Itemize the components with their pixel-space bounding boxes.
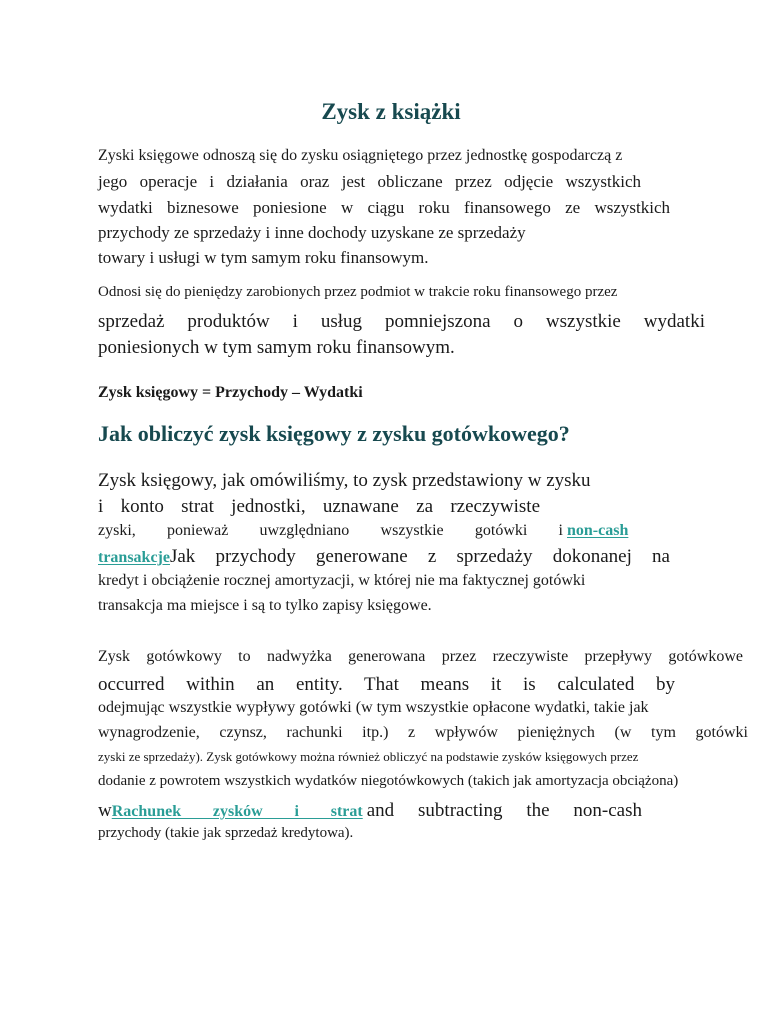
paragraph-3-line-4 xyxy=(98,547,670,566)
paragraph-3-line-1: Zysk księgowy, jak omówiliśmy, to zysk przedstawiony w zysku xyxy=(98,470,591,491)
paragraph-3-line-3-text: zyski, ponieważ uwzględniano wszystkie gotówki i xyxy=(98,522,563,539)
paragraph-3-line-2: i konto strat jednostki, uznawane za rzeczywiste xyxy=(98,496,540,517)
paragraph-1-line-2: jego operacje i działania oraz jest obliczane przez odjęcie wszystkich xyxy=(98,172,641,191)
paragraph-4-line-1: Zysk gotówkowy to nadwyżka generowana przez rzeczywiste przepływy gotówkowe xyxy=(98,648,743,665)
paragraph-4-line-5: zyski ze sprzedaży). Zysk gotówkowy można również obliczyć na podstawie zysków księgowych przez xyxy=(98,749,639,764)
paragraph-2-line-1: Odnosi się do pieniędzy zarobionych przez podmiot w trakcie roku finansowego przez xyxy=(98,284,618,300)
page-title: Zysk z książki xyxy=(321,99,461,124)
paragraph-3-line-5: kredyt i obciążenie rocznej amortyzacji, w której nie ma faktycznej gotówki xyxy=(98,572,586,589)
formula: Zysk księgowy = Przychody – Wydatki xyxy=(98,384,363,401)
paragraph-3-line-4-text: Jak przychody generowane z sprzedaży dokonanej na xyxy=(169,546,670,567)
paragraph-4-line-6: dodanie z powrotem wszystkich wydatków niegotówkowych (takich jak amortyzacja obciążona) xyxy=(98,773,679,789)
paragraph-4-line-7 xyxy=(98,801,642,820)
paragraph-4-line-3: odejmując wszystkie wypływy gotówki (w tym wszystkie opłacone wydatki, takie jak xyxy=(98,699,649,716)
section-heading: Jak obliczyć zysk księgowy z zysku gotówkowego? xyxy=(98,421,570,446)
profit-and-loss-link[interactable]: Rachunek zysków i strat xyxy=(111,803,363,820)
non-cash-link-part-2[interactable]: transakcje xyxy=(98,549,170,566)
paragraph-1-line-3: wydatki biznesowe poniesione w ciągu roku finansowego ze wszystkich xyxy=(98,198,670,217)
paragraph-4-line-8: przychody (takie jak sprzedaż kredytowa). xyxy=(98,825,354,841)
paragraph-4-line-7-prefix: w xyxy=(98,800,112,821)
paragraph-4-line-7-suffix: and subtracting the non-cash xyxy=(366,800,642,821)
paragraph-3-line-3 xyxy=(98,523,680,539)
paragraph-3-line-6: transakcja ma miejsce i są to tylko zapisy księgowe. xyxy=(98,597,432,614)
paragraph-2-line-3: poniesionych w tym samym roku finansowym. xyxy=(98,337,455,358)
paragraph-1-line-1: Zyski księgowe odnoszą się do zysku osiągniętego przez jednostkę gospodarczą z xyxy=(98,147,623,164)
paragraph-1-line-5: towary i usługi w tym samym roku finansowym. xyxy=(98,248,429,267)
paragraph-4-line-4: wynagrodzenie, czynsz, rachunki itp.) z wpływów pieniężnych (w tym gotówki xyxy=(98,724,748,741)
non-cash-link-part-1[interactable]: non-cash xyxy=(567,522,629,539)
paragraph-2-line-2: sprzedaż produktów i usług pomniejszona o wszystkie wydatki xyxy=(98,311,705,332)
paragraph-1-line-4: przychody ze sprzedaży i inne dochody uzyskane ze sprzedaży xyxy=(98,223,526,242)
paragraph-4-line-2: occurred within an entity. That means it is calculated by xyxy=(98,674,675,695)
